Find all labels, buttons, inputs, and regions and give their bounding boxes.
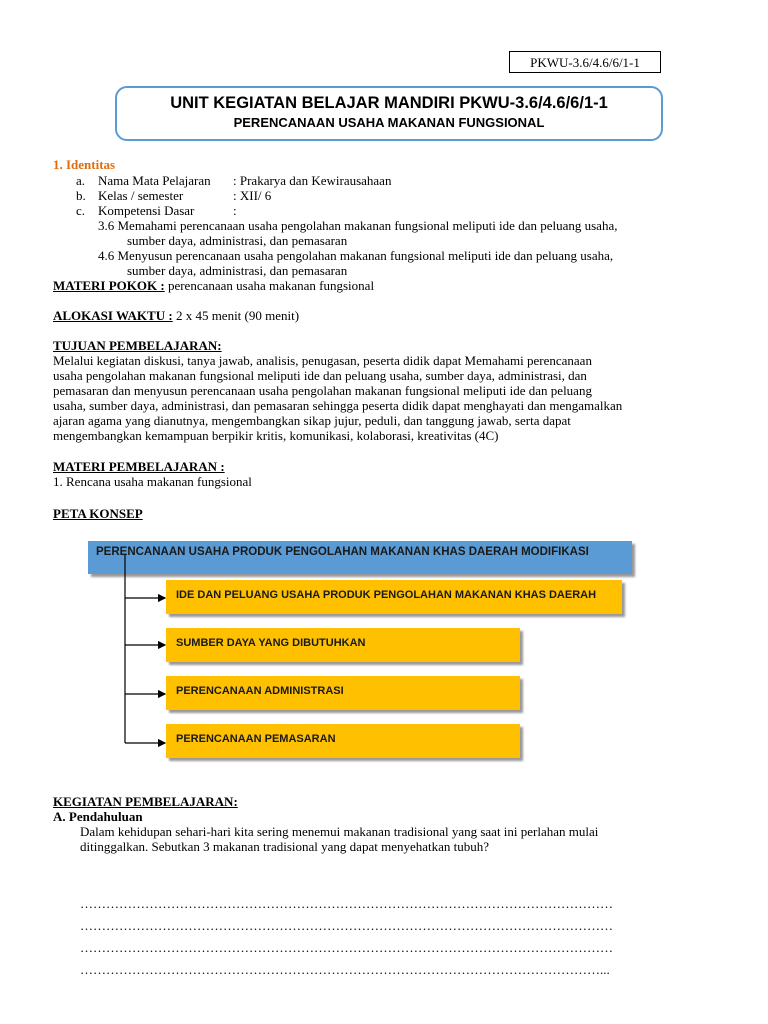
tujuan-line: pemasaran dan menyusun perencanaan usaha pengolahan makanan fungsional meliputi ide dan peluang (53, 383, 592, 398)
kegiatan-heading: KEGIATAN PEMBELAJARAN: (53, 794, 238, 809)
identitas-item-a (76, 173, 85, 188)
answer-line-1[interactable]: …………………………………………………………………………………………………………… (80, 896, 613, 911)
peta-konsep-heading: PETA KONSEP (53, 506, 143, 521)
identitas-label-c: Kompetensi Dasar (98, 203, 195, 218)
document-subtitle: PERENCANAAN USAHA MAKANAN FUNGSIONAL (233, 115, 545, 130)
answer-line-2[interactable]: …………………………………………………………………………………………………………… (80, 918, 613, 933)
kd-3-6-line2: sumber daya, administrasi, dan pemasaran (127, 233, 348, 248)
materi-pokok-label: MATERI POKOK : (53, 278, 165, 293)
concept-item-administrasi: PERENCANAAN ADMINISTRASI (166, 676, 520, 710)
identitas-label-b: Kelas / semester (98, 188, 184, 203)
tujuan-line: Melalui kegiatan diskusi, tanya jawab, analisis, penugasan, peserta didik dapat Memahami perencanaan (53, 353, 592, 368)
concept-item-sumber-daya: SUMBER DAYA YANG DIBUTUHKAN (166, 628, 520, 662)
materi-pembelajaran-heading: MATERI PEMBELAJARAN : (53, 459, 225, 474)
tujuan-line: usaha, sumber daya, administrasi, dan pemasaran sehingga peserta didik dapat menghayati dan mengamalkan (53, 398, 623, 413)
materi-pembelajaran-item: 1. Rencana usaha makanan fungsional (53, 474, 252, 489)
answer-line-3[interactable]: …………………………………………………………………………………………………………… (80, 940, 613, 955)
document-code: PKWU-3.6/4.6/6/1-1 (509, 51, 661, 73)
identitas-value-c: : (233, 203, 237, 218)
identitas-heading: 1. Identitas (53, 157, 116, 172)
document-title: UNIT KEGIATAN BELAJAR MANDIRI PKWU-3.6/4.6/6/1-1 (170, 94, 608, 112)
concept-main-box: PERENCANAAN USAHA PRODUK PENGOLAHAN MAKANAN KHAS DAERAH MODIFIKASI (88, 541, 632, 574)
concept-item-pemasaran: PERENCANAAN PEMASARAN (166, 724, 520, 758)
alokasi-waktu (53, 308, 299, 323)
identitas-label-a: Nama Mata Pelajaran (98, 173, 211, 188)
identitas-marker-b: b. (76, 188, 86, 203)
tujuan-heading: TUJUAN PEMBELAJARAN: (53, 338, 222, 353)
pendahuluan-heading: A. Pendahuluan (53, 809, 143, 824)
materi-pokok-value: perencanaan usaha makanan fungsional (164, 278, 375, 293)
kd-4-6-line1: 4.6 Menyusun perencanaan usaha pengolahan makanan fungsional meliputi ide dan peluang usaha, (98, 248, 614, 263)
alokasi-label: ALOKASI WAKTU : (53, 308, 173, 323)
identitas-marker-c: c. (76, 203, 86, 218)
identitas-value-b: : XII/ 6 (233, 188, 272, 203)
tujuan-line: usaha pengolahan makanan fungsional meliputi ide dan peluang usaha, sumber daya, administrasi, dan (53, 368, 587, 383)
alokasi-value: 2 x 45 menit (90 menit) (172, 308, 300, 323)
pendahuluan-line2: ditinggalkan. Sebutkan 3 makanan tradisional yang dapat menyehatkan tubuh? (80, 839, 490, 854)
answer-line-4[interactable]: …………………………………………………………………………………………………………... (80, 962, 610, 977)
pendahuluan-line1: Dalam kehidupan sehari-hari kita sering menemui makanan tradisional yang saat ini perlahan mulai (80, 824, 599, 839)
title-box (115, 86, 663, 141)
materi-pokok (53, 278, 374, 293)
kd-3-6-line1: 3.6 Memahami perencanaan usaha pengolahan makanan fungsional meliputi ide dan peluang usaha, (98, 218, 618, 233)
tujuan-paragraph (53, 353, 733, 443)
kd-4-6-line2: sumber daya, administrasi, dan pemasaran (127, 263, 348, 278)
concept-item-ide-peluang: IDE DAN PELUANG USAHA PRODUK PENGOLAHAN MAKANAN KHAS DAERAH (166, 580, 622, 614)
identitas-value-a: : Prakarya dan Kewirausahaan (233, 173, 392, 188)
item-marker: a. (76, 173, 86, 188)
tujuan-line: ajaran agama yang dianutnya, mengembangkan sikap jujur, peduli, dan tanggung jawab, serta dapat (53, 413, 571, 428)
tujuan-line: mengembangkan kemampuan berpikir kritis, komunikasi, kolaborasi, kreativitas (4C) (53, 428, 499, 443)
